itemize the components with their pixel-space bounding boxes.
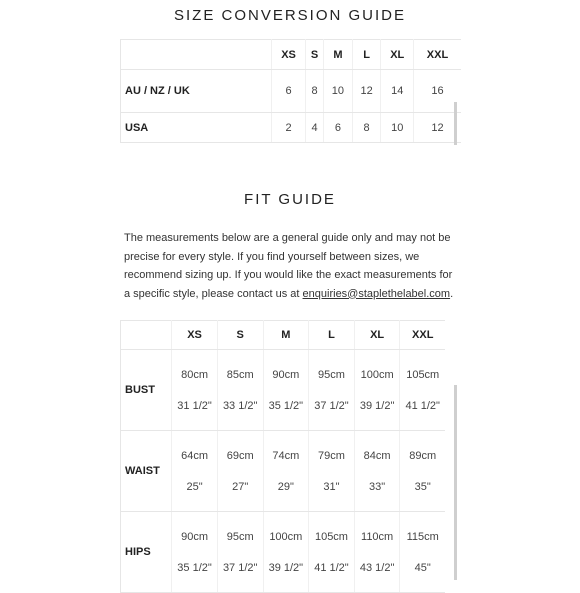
cm-value: 90cm: [181, 530, 208, 543]
inch-value: 41 1/2": [314, 561, 349, 574]
table-row: [121, 512, 446, 593]
table-cell: 10: [381, 113, 414, 143]
inch-value: 25": [186, 480, 203, 493]
table-cell: 16: [414, 70, 461, 113]
table-cell: [217, 431, 263, 512]
table-cell: [309, 431, 355, 512]
inch-value: 37 1/2": [222, 561, 258, 574]
table-cell: [172, 431, 218, 512]
inch-value: 35 1/2": [268, 399, 304, 412]
table-cell: [400, 431, 445, 512]
size-conversion-table: [120, 39, 461, 143]
header-cell: L: [309, 321, 355, 350]
cm-value: 95cm: [226, 530, 254, 543]
table-row: [121, 431, 446, 512]
header-cell: XXL: [414, 40, 461, 70]
cm-value: 110cm: [361, 530, 394, 543]
header-cell: M: [263, 321, 309, 350]
table-row: [121, 70, 462, 113]
table-cell: [354, 512, 400, 593]
cm-value: 90cm: [272, 368, 300, 381]
table-cell: [400, 350, 445, 431]
cm-value: 105cm: [314, 530, 348, 543]
cm-value: 84cm: [363, 449, 391, 462]
inch-value: 31 1/2": [177, 399, 212, 412]
table-header-row: [121, 321, 446, 350]
fit-guide-title: FIT GUIDE: [244, 191, 336, 208]
table-cell: 2: [272, 113, 306, 143]
scrollbar[interactable]: [454, 102, 457, 145]
fit-guide-description: [124, 229, 454, 303]
header-cell: S: [306, 40, 324, 70]
fit-guide-text-end: .: [450, 287, 454, 300]
table-cell: [217, 512, 263, 593]
table-cell: [217, 350, 263, 431]
cm-value: 85cm: [226, 368, 254, 381]
table-cell: 8: [352, 113, 381, 143]
cm-value: 100cm: [360, 368, 394, 381]
inch-value: 33 1/2": [222, 399, 258, 412]
table-cell: [354, 350, 400, 431]
table-cell: [263, 431, 309, 512]
header-cell: [121, 40, 272, 70]
row-label: BUST: [121, 350, 172, 431]
table-cell: [172, 512, 218, 593]
row-label: USA: [121, 113, 272, 143]
table-cell: [172, 350, 218, 431]
row-label: HIPS: [121, 512, 172, 593]
header-cell: XS: [172, 321, 218, 350]
header-cell: M: [324, 40, 353, 70]
table-cell: 10: [324, 70, 353, 113]
cm-value: 69cm: [226, 449, 254, 462]
email-link[interactable]: enquiries@staplethelabel.com: [302, 287, 451, 300]
table-cell: 8: [306, 70, 324, 113]
inch-value: 39 1/2": [268, 561, 304, 574]
cm-value: 95cm: [318, 368, 345, 381]
header-cell: XL: [354, 321, 400, 350]
table-row: [121, 113, 462, 143]
table-cell: 6: [324, 113, 353, 143]
cm-value: 80cm: [181, 368, 208, 381]
table-cell: [354, 431, 400, 512]
header-cell: XXL: [400, 321, 445, 350]
inch-value: 27": [232, 480, 249, 493]
table-cell: [400, 512, 445, 593]
header-cell: [121, 321, 172, 350]
inch-value: 39 1/2": [359, 399, 395, 412]
table-cell: 4: [306, 113, 324, 143]
cm-value: 105cm: [406, 368, 440, 381]
inch-value: 43 1/2": [359, 561, 395, 574]
inch-value: 35 1/2": [177, 561, 212, 574]
cm-value: 115cm: [406, 530, 439, 543]
row-label: AU / NZ / UK: [121, 70, 272, 113]
table-cell: 6: [272, 70, 306, 113]
row-label: WAIST: [121, 431, 172, 512]
scrollbar[interactable]: [454, 385, 457, 580]
fit-guide-text: The measurements below are a general guide only and may not be precise for every style. If you find yourself between sizes, we recommend sizing up. If you would like the exact measurements for a specific style, please contact us at: [124, 232, 453, 300]
size-conversion-title: SIZE CONVERSION GUIDE: [173, 7, 407, 24]
inch-value: 35": [414, 480, 431, 493]
table-row: [121, 350, 446, 431]
cm-value: 64cm: [181, 449, 208, 462]
table-cell: [309, 350, 355, 431]
table-cell: 12: [352, 70, 381, 113]
inch-value: 31": [323, 480, 340, 493]
inch-value: 33": [369, 480, 386, 493]
header-cell: XS: [272, 40, 306, 70]
cm-value: 100cm: [269, 530, 303, 543]
table-cell: 12: [414, 113, 461, 143]
header-cell: XL: [381, 40, 414, 70]
inch-value: 29": [277, 480, 294, 493]
header-cell: S: [217, 321, 263, 350]
table-header-row: [121, 40, 462, 70]
cm-value: 79cm: [318, 449, 345, 462]
fit-guide-table: [120, 320, 445, 593]
table-cell: [309, 512, 355, 593]
inch-value: 45": [414, 561, 431, 574]
cm-value: 74cm: [272, 449, 300, 462]
inch-value: 37 1/2": [314, 399, 349, 412]
table-cell: [263, 512, 309, 593]
cm-value: 89cm: [409, 449, 437, 462]
inch-value: 41 1/2": [405, 399, 440, 412]
header-cell: L: [352, 40, 381, 70]
table-cell: [263, 350, 309, 431]
table-cell: 14: [381, 70, 414, 113]
